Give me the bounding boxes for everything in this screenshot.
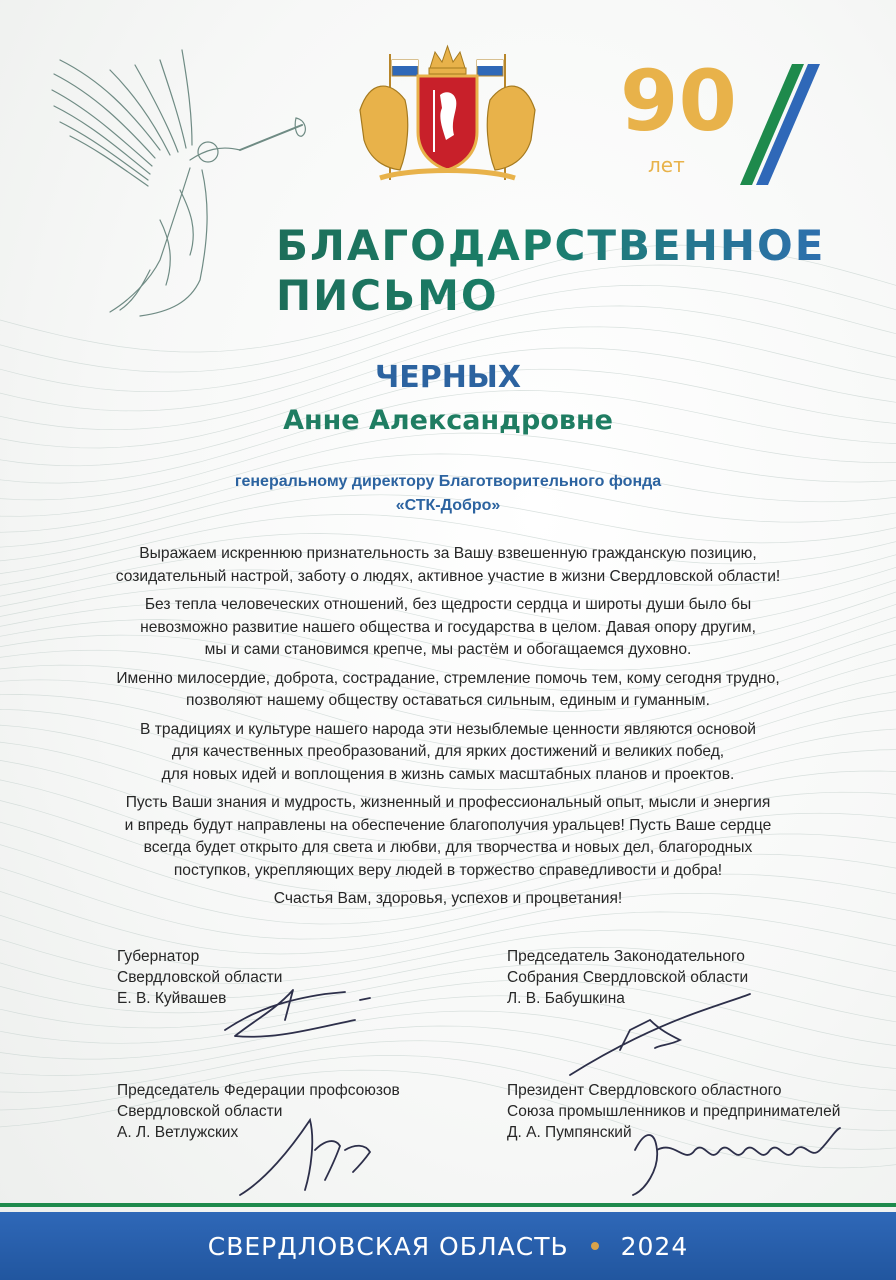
body-line: для новых идей и воплощения в жизнь самых масштабных планов и проектов. bbox=[161, 765, 735, 783]
anniversary-90-emblem bbox=[620, 50, 820, 190]
body-paragraph bbox=[60, 719, 836, 787]
footer-region: СВЕРДЛОВСКАЯ ОБЛАСТЬ bbox=[207, 1231, 569, 1261]
signatory-name: Л. В. Бабушкина bbox=[507, 990, 625, 1007]
handwritten-signature bbox=[625, 1120, 845, 1200]
signatory-title: Председатель Федерации профсоюзов bbox=[117, 1082, 400, 1099]
body-line: созидательный настрой, заботу о людях, активное участие в жизни Свердловской области! bbox=[115, 567, 781, 585]
body-line: мы и сами становимся крепче, мы растём и обогащаемся духовно. bbox=[204, 641, 692, 658]
anniversary-number: 90 bbox=[620, 52, 737, 150]
body-line: позволяют нашему обществу оставаться сильным, единым и гуманным. bbox=[186, 692, 710, 709]
handwritten-signature bbox=[215, 980, 375, 1050]
footer-stripe bbox=[0, 1203, 896, 1207]
body-paragraph bbox=[60, 668, 836, 713]
handwritten-signature bbox=[235, 1110, 395, 1200]
body-line: Без тепла человеческих отношений, без щедрости сердца и широты души было бы bbox=[144, 596, 752, 613]
body-line: В традициях и культуре нашего народа эти незыблемые ценности являются основой bbox=[140, 720, 756, 738]
recipient-position-line1: генеральному директору Благотворительного фонда bbox=[234, 473, 662, 490]
recipient-name: Анне Александровне bbox=[283, 405, 613, 436]
body-line: Выражаем искреннюю признательность за Вашу взвешенную гражданскую позицию, bbox=[139, 545, 757, 562]
body-line: Именно милосердие, доброта, сострадание, стремление помочь тем, кому сегодня трудно, bbox=[116, 669, 780, 687]
signatory-title: Свердловской области bbox=[117, 1103, 283, 1120]
signatory-name: А. Л. Ветлужских bbox=[117, 1124, 239, 1141]
guilloche-line bbox=[0, 306, 896, 411]
body-paragraph bbox=[60, 594, 836, 662]
handwritten-signature bbox=[560, 990, 760, 1080]
recipient-position bbox=[0, 470, 896, 518]
footer-banner bbox=[0, 1212, 896, 1280]
signatory-title: Союза промышленников и предпринимателей bbox=[507, 1103, 841, 1120]
anniversary-unit: лет bbox=[648, 153, 685, 177]
angel-trumpet-icon bbox=[40, 40, 310, 320]
body-line: для качественных преобразований, для ярких достижений и великих побед, bbox=[171, 743, 725, 760]
signatory-title: Президент Свердловского областного bbox=[507, 1082, 782, 1099]
body-paragraph bbox=[60, 543, 836, 588]
signatory-title: Свердловской области bbox=[117, 969, 283, 986]
letter-body bbox=[60, 543, 836, 917]
footer-year: 2024 bbox=[620, 1231, 689, 1261]
body-line: невозможно развитие нашего общества и государства в целом. Давая опору другим, bbox=[140, 618, 756, 636]
body-line: всегда будет открыто для света и любви, для творчества и новых дел, благородных bbox=[143, 839, 753, 856]
coat-of-arms-icon bbox=[350, 40, 545, 190]
document-title-line1: БЛАГОДАРСТВЕННОЕ bbox=[276, 222, 836, 270]
signatory-title: Губернатор bbox=[117, 948, 200, 965]
body-paragraph bbox=[60, 888, 836, 911]
body-line: и впредь будут направлены на обеспечение благополучия уральцев! Пусть Ваше сердце bbox=[124, 816, 772, 834]
guilloche-line bbox=[0, 1011, 896, 1091]
recipient-surname: ЧЕРНЫХ bbox=[374, 360, 522, 395]
recipient-organization: «СТК-Добро» bbox=[395, 497, 501, 514]
document-title-line2: ПИСЬМО bbox=[276, 272, 836, 320]
body-line: Пусть Ваши знания и мудрость, жизненный и профессиональный опыт, мысли и энергия bbox=[125, 794, 771, 811]
body-line: поступков, укрепляющих веру людей в торжество справедливости и добра! bbox=[173, 861, 723, 879]
body-paragraph bbox=[60, 792, 836, 882]
signatory-title: Собрания Свердловской области bbox=[507, 969, 749, 986]
signatory-title: Председатель Законодательного bbox=[507, 948, 745, 965]
signatory-name: Е. В. Куйвашев bbox=[117, 990, 227, 1007]
closing-wish: Счастья Вам, здоровья, успехов и процветания! bbox=[273, 890, 623, 907]
signatory-name: Д. А. Пумпянский bbox=[507, 1124, 632, 1141]
footer-dot-icon bbox=[591, 1242, 599, 1250]
